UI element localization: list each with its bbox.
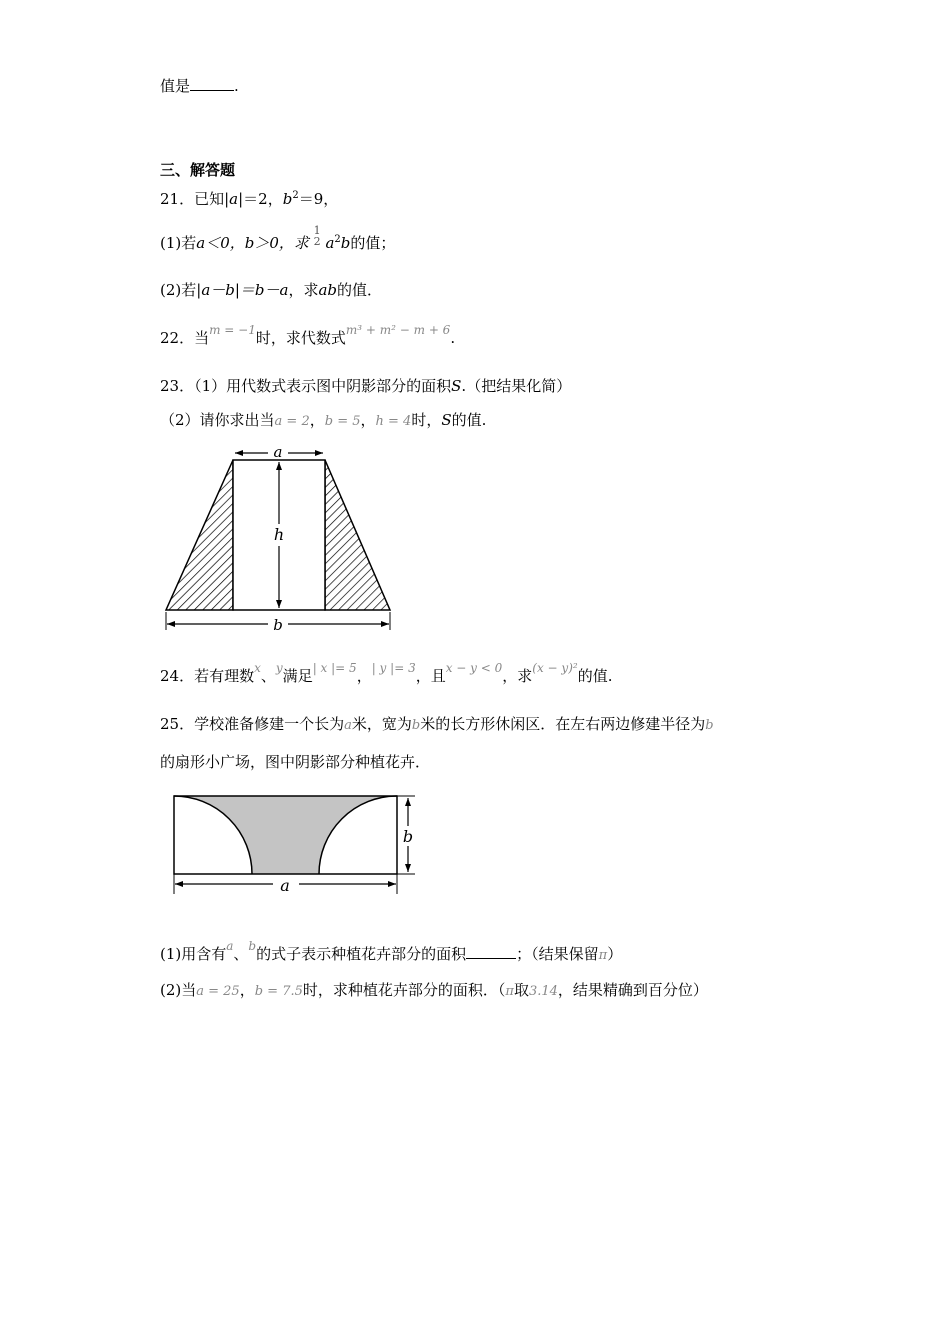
q24-mid1: 满足 — [282, 667, 313, 685]
q25-p2-pi: π — [505, 984, 514, 999]
q21-p2-suffix: 的值． — [337, 281, 383, 299]
q22-mid: 时，求代数式 — [255, 329, 346, 347]
q23-line2-mid: 时， — [411, 411, 442, 429]
q25-p2-sep: ， — [239, 981, 255, 999]
q25-line1-prefix: 25．学校准备修建一个长为 — [160, 715, 345, 733]
shaded-right-triangle — [325, 460, 390, 610]
q25-part1 — [160, 939, 623, 966]
q21-p1-suffix: 的值； — [350, 234, 396, 252]
q22 — [160, 323, 456, 349]
q23-line2-tail: 的值. — [451, 411, 487, 429]
q23-var-S2: S — [441, 411, 452, 429]
q25-p1-end: ） — [607, 945, 623, 963]
q24-suffix: 的值. — [577, 667, 613, 685]
q25-p2-prefix: (2)当 — [160, 981, 197, 999]
fig23-label-b: b — [273, 616, 283, 634]
prev-text: 值是 — [160, 77, 191, 95]
q21-var-a: a — [229, 190, 239, 208]
q21-p1-b: b — [340, 234, 351, 252]
fig23-label-h: h — [273, 525, 285, 544]
frac-denominator: 2 — [313, 235, 321, 248]
shaded-flower-area — [174, 796, 397, 874]
q23-line1-tail: .（把结果化简） — [461, 377, 572, 395]
q23-line1-text: 23．（1）用代数式表示图中阴影部分的面积 — [160, 377, 452, 395]
q23-b-value: b = 5 — [324, 414, 361, 429]
q24-expression: (x − y)² — [532, 661, 578, 675]
q25-var-a: a — [344, 718, 352, 733]
q22-condition: m = −1 — [209, 323, 256, 337]
q21-part2 — [160, 280, 382, 300]
frac-numerator: 1 — [313, 224, 321, 237]
q25-p1-mid: 的式子表示种植花卉部分的面积 — [256, 945, 467, 963]
q21-p2-prefix: (2)若| — [160, 281, 202, 299]
q21-prefix: 21．已知| — [160, 190, 230, 208]
q23-line1 — [160, 376, 571, 396]
q25-var-b2: b — [705, 718, 714, 733]
q24-comma: ， — [356, 667, 372, 685]
q21-p2-ab: ab — [318, 281, 338, 299]
prev-answer-line — [160, 76, 239, 96]
q21-var-b: b — [282, 190, 293, 208]
q25-line1-mid1: 米，宽为 — [351, 715, 412, 733]
q25-p2-end: ，结果精确到百分位） — [557, 981, 708, 999]
q21-stem: 21．已知|a|＝2，$b^2=9$， — [160, 190, 339, 208]
q23-line2-prefix: （2）请你求出当 — [160, 411, 275, 429]
q22-expression: m³ + m² − m + 6 — [345, 323, 451, 337]
q24 — [160, 661, 613, 687]
q23-a-value: a = 2 — [274, 414, 310, 429]
q23-sep2: ， — [360, 411, 376, 429]
answer-blank[interactable] — [190, 76, 234, 91]
q24-prefix: 24．若有理数 — [160, 667, 255, 685]
q21-fraction — [314, 225, 321, 247]
q21-p2-mid: ，求 — [288, 281, 319, 299]
q25-p1-prefix: (1)用含有 — [160, 945, 227, 963]
q23-line2 — [160, 410, 486, 432]
q22-prefix: 22．当 — [160, 329, 210, 347]
q25-var-b: b — [411, 718, 421, 733]
q25-p1-pi: π — [598, 948, 608, 963]
q25-p2-b: b = 7.5 — [254, 984, 303, 999]
q22-suffix: . — [450, 329, 456, 347]
q25-p2-take: 取 — [513, 981, 529, 999]
q23-figure — [160, 440, 400, 635]
q24-sep: 、 — [260, 667, 276, 685]
q24-var-x: x — [254, 661, 261, 675]
fig23-label-a: a — [273, 443, 283, 461]
q21-p1-cond: a＜0，b＞0，求 — [196, 234, 309, 252]
fig25-label-a: a — [280, 876, 290, 895]
q25-p1-tail: ；（结果保留 — [516, 945, 599, 963]
q24-var-y: y — [275, 661, 283, 675]
q23-h-value: h = 4 — [375, 414, 412, 429]
q24-mid2: ，且 — [415, 667, 446, 685]
q24-cond3: x − y < 0 — [445, 661, 503, 675]
q24-cond1: | x |= 5 — [312, 661, 357, 675]
q24-mid3: ，求 — [502, 667, 533, 685]
shaded-left-triangle — [166, 460, 233, 610]
q25-p1-b: b — [248, 939, 257, 953]
q25-p2-mid: 时，求种植花卉部分的面积．（ — [302, 981, 506, 999]
q25-p1-sep: 、 — [233, 945, 249, 963]
q25-answer-blank[interactable] — [466, 944, 516, 959]
q25-figure — [165, 790, 430, 900]
q25-part2 — [160, 980, 708, 1002]
q21-p1-prefix: (1)若 — [160, 234, 197, 252]
fig25-label-b: b — [402, 827, 414, 846]
q21-p2-expr: a－b|＝b－a — [201, 281, 289, 299]
section-title: 三、解答题 — [160, 161, 236, 179]
q25-p1-a: a — [226, 939, 234, 953]
q25-p2-a: a = 25 — [196, 984, 240, 999]
q25-line1-mid2: 米的长方形休闲区．在左右两边修建半径为 — [420, 715, 706, 733]
prev-period: . — [234, 77, 239, 95]
q25-p2-val: 3.14 — [528, 984, 558, 999]
q23-sep1: ， — [309, 411, 325, 429]
q25-line1 — [160, 714, 714, 736]
q21-part1: (1)若a＜0，b＞0，求 1 2 $a^2b$的值； — [160, 224, 396, 252]
q25-line2: 的扇形小广场，图中阴影部分种植花卉． — [160, 753, 431, 771]
q21-mid: |＝2， — [238, 190, 283, 208]
q21-p1-a: a — [325, 234, 335, 252]
q21-tail: ＝9， — [298, 190, 339, 208]
q23-var-S: S — [451, 377, 462, 395]
q24-cond2: | y |= 3 — [371, 661, 416, 675]
